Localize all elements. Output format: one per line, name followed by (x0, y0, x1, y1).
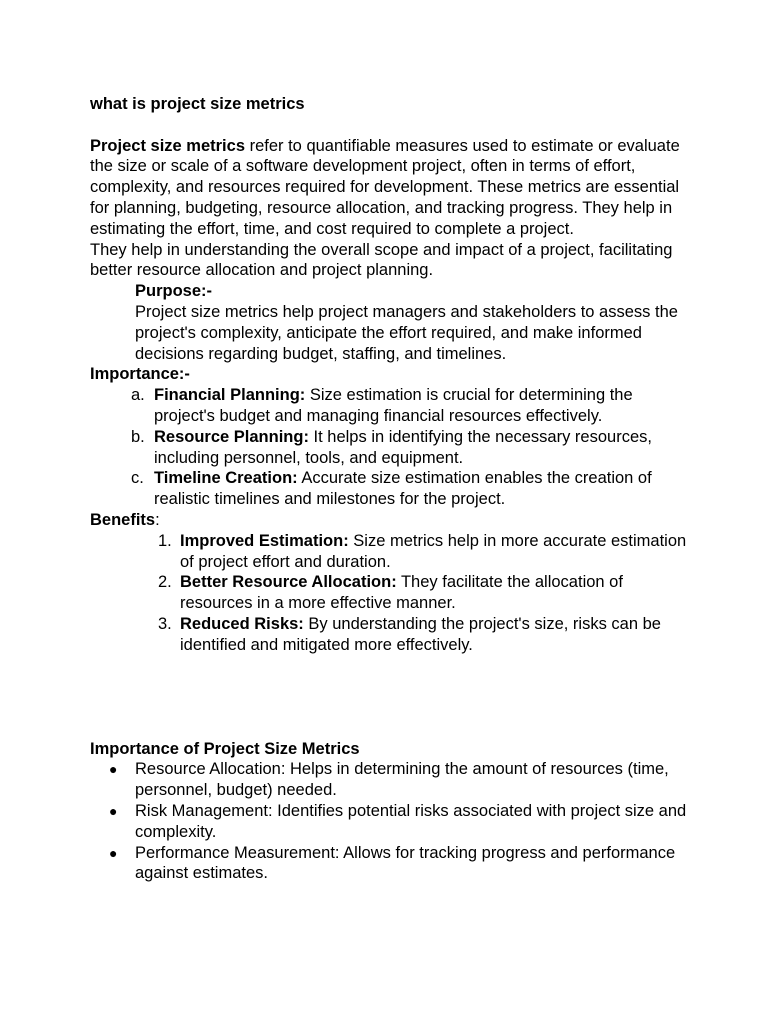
list-item-term: Improved Estimation: (180, 531, 349, 550)
purpose-heading: Purpose:- (135, 282, 213, 301)
list-marker: 2. (158, 573, 172, 592)
benefits-heading: Benefits: (90, 510, 160, 529)
list-item (90, 468, 690, 510)
purpose-text: Project size metrics help project managers and stakeholders to assess the project's complexity, anticipate the effort required, and make informed decisions regarding budget, staffing, and timelines. (135, 302, 678, 363)
list-item-text: Risk Management: Identifies potential risks associated with project size and complexity. (135, 801, 687, 841)
list-marker: c. (131, 469, 144, 488)
list-item-text: Resource Allocation: Helps in determining the amount of resources (time, personnel, budget) needed. (135, 760, 669, 800)
list-item (90, 759, 690, 801)
list-item (90, 531, 690, 573)
benefits-list (90, 531, 690, 656)
list-item-text: It helps in identifying the necessary resources, including personnel, tools, and equipment. (154, 427, 652, 467)
importance-heading: Importance:- (90, 365, 190, 384)
purpose-section (135, 281, 690, 364)
list-item (90, 843, 690, 885)
list-item-text: Size estimation is crucial for determining the project's budget and managing financial resources effectively. (154, 386, 633, 425)
list-item (90, 427, 690, 469)
list-item-text: Size metrics help in more accurate estimation of project effort and duration. (180, 531, 687, 571)
list-marker: a. (131, 386, 145, 405)
importance-list (90, 385, 690, 510)
importance-metrics-list (90, 759, 690, 884)
bullet-icon: ● (109, 802, 118, 819)
list-item (90, 614, 690, 656)
document-page (90, 94, 690, 884)
bullet-icon: ● (109, 761, 118, 778)
bullet-icon: ● (109, 844, 118, 861)
list-item-term: Reduced Risks: (180, 614, 304, 633)
list-item-term: Better Resource Allocation: (180, 573, 397, 592)
list-item-text: Performance Measurement: Allows for tracking progress and performance against estimates. (135, 843, 676, 883)
list-item-term: Resource Planning: (154, 427, 309, 446)
list-item-term: Financial Planning: (154, 386, 306, 405)
list-item-text: Accurate size estimation enables the creation of realistic timelines and milestones for the project. (154, 469, 652, 509)
list-item (90, 385, 690, 427)
intro-bold-term: Project size metrics (90, 136, 245, 155)
intro-text: refer to quantifiable measures used to estimate or evaluate the size or scale of a software development project, often in terms of effort, complexity, and resources required for development. These metrics are essential for planning, budgeting, resource allocation, and tracking progress. They help in estimating the effort, time, and cost required to complete a project. (90, 136, 680, 238)
list-marker: 1. (158, 531, 172, 550)
list-item (90, 572, 690, 614)
intro-paragraph (90, 136, 690, 240)
list-item-term: Timeline Creation: (154, 469, 298, 488)
importance-metrics-heading: Importance of Project Size Metrics (90, 739, 360, 758)
blank-space (90, 656, 690, 739)
list-marker: b. (131, 427, 145, 446)
intro-paragraph-2: They help in understanding the overall scope and impact of a project, facilitating better resource allocation and project planning. (90, 240, 673, 280)
document-title: what is project size metrics (90, 95, 305, 113)
list-item (90, 801, 690, 843)
list-marker: 3. (158, 614, 172, 633)
list-item-text: By understanding the project's size, risks can be identified and mitigated more effectively. (180, 614, 661, 654)
list-item-text: They facilitate the allocation of resources in a more effective manner. (180, 573, 623, 613)
